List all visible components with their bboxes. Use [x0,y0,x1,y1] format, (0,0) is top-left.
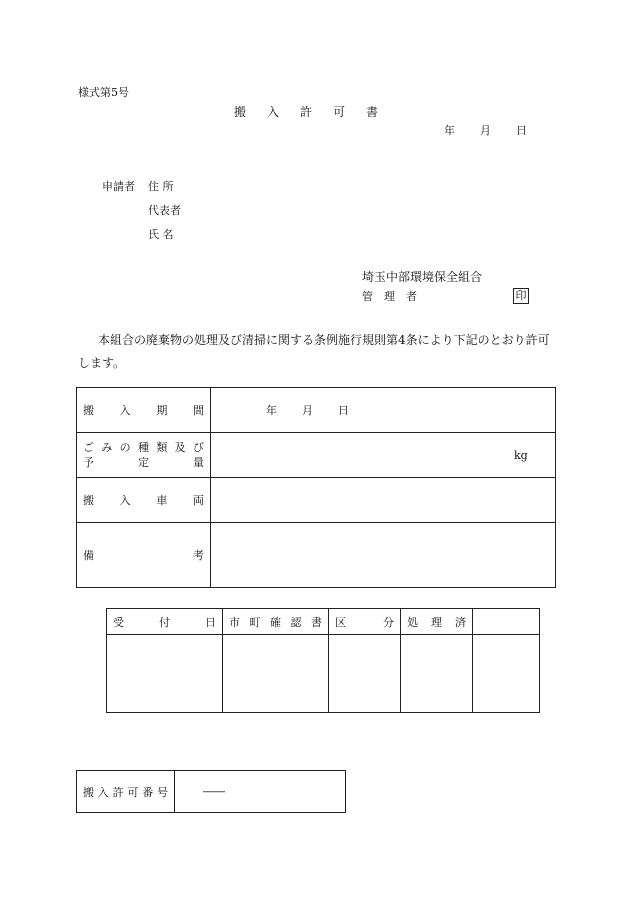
waste-label-line2: 予 定 量 [83,456,204,469]
period-value-cell [211,388,556,433]
name-label: 氏 名 [148,228,174,241]
processed-header: 処 理 済 [407,615,466,629]
period-row [77,388,556,433]
permit-number-table [76,770,346,813]
waste-label-line1: ご み の 種 類 及 び [83,441,204,454]
category-header: 区 分 [335,615,394,629]
body-text: 本組合の廃棄物の処理及び清掃に関する条例施行規則第4条により下記のとおり許可します。 [78,333,550,370]
permit-number-value: ―― [175,771,346,813]
municipal-confirmation-cell [223,635,329,713]
reception-value-row [107,635,540,713]
category-cell [329,635,401,713]
waste-unit: kg [514,448,528,462]
form-number: 様式第5号 [78,86,129,99]
period-month-char: 月 [302,404,313,417]
address-label: 住 所 [148,180,174,193]
reception-date-cell [107,635,223,713]
seal-mark: 印 [513,288,529,304]
municipal-confirmation-header: 市 町 確 認 書 [229,615,322,629]
date-month-char: 月 [480,124,491,137]
period-year-char: 年 [266,404,277,417]
remarks-label: 備 考 [83,549,204,562]
representative-label: 代表者 [148,204,181,217]
reception-table [106,608,540,713]
blank-cell [473,635,540,713]
vehicle-label: 搬 入 車 両 [83,494,204,507]
applicant-label: 申請者 [102,180,135,193]
waste-row [77,433,556,478]
reception-header-row [107,609,540,635]
manager-label: 管理者 [362,290,428,303]
main-table [76,387,556,588]
processed-cell [401,635,473,713]
reception-date-header: 受 付 日 [113,615,216,629]
issuer-org-name: 埼玉中部環境保全組合 [362,270,483,284]
period-day-char: 日 [338,404,349,417]
vehicle-value-cell [211,478,556,523]
period-label: 搬 入 期 間 [83,404,204,417]
date-day-char: 日 [516,124,527,137]
remarks-row [77,523,556,588]
date-year-char: 年 [444,124,455,137]
waste-value-cell [211,433,556,478]
permit-number-label: 搬 入 許 可 番 号 [83,785,168,799]
remarks-value-cell [211,523,556,588]
document-title: 搬入許可書 [234,105,400,119]
vehicle-row [77,478,556,523]
issue-date [444,124,527,137]
blank-header [473,609,540,635]
